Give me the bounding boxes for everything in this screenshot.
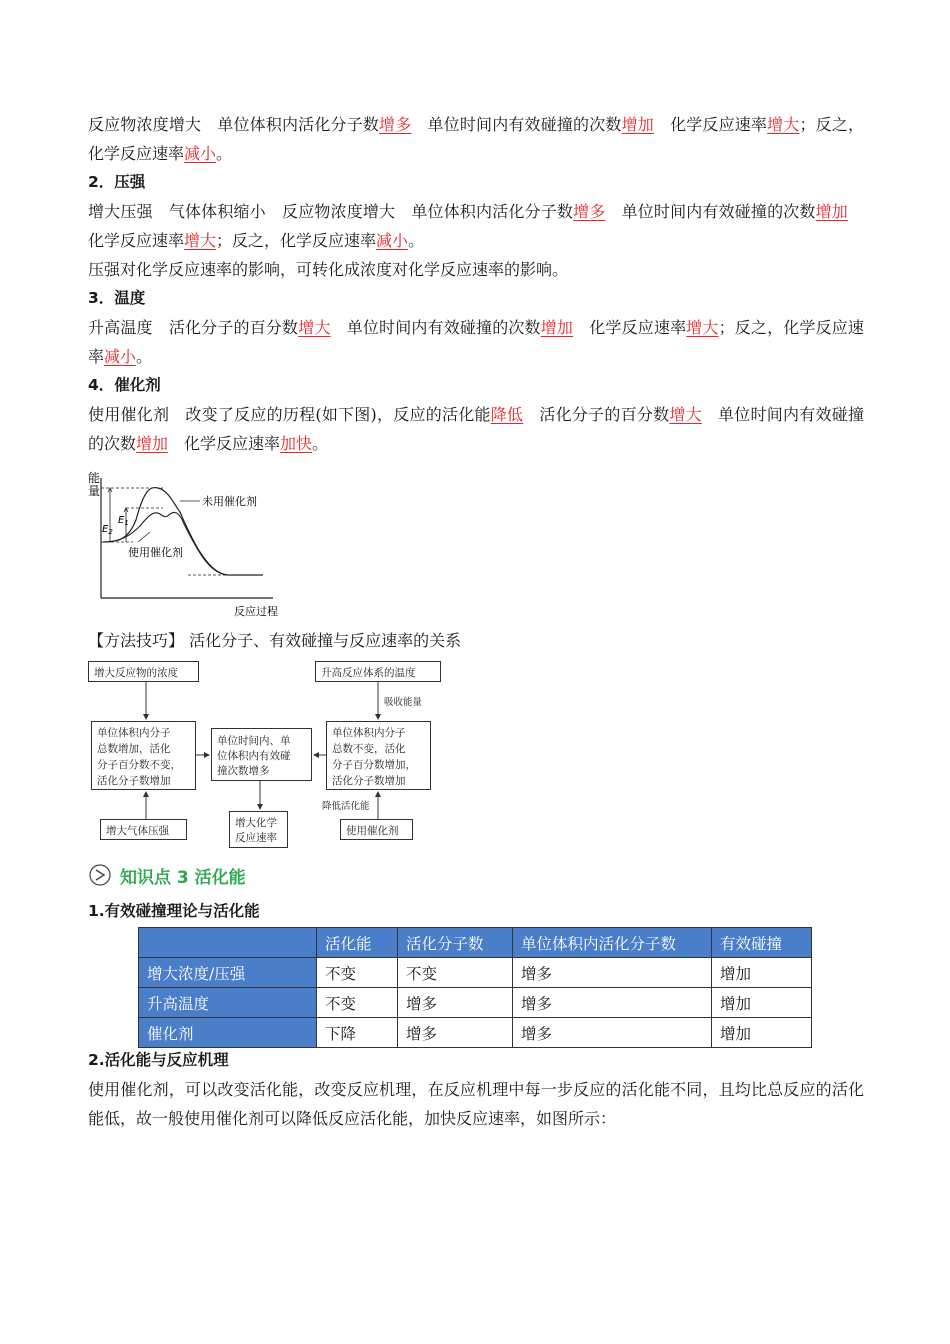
table-cell: 不变 [398, 958, 513, 988]
answer: 增大 [669, 405, 702, 424]
label-uncatalyzed: 未用催化剂 [202, 495, 257, 508]
table-cell: 增加 [712, 958, 812, 988]
paragraph-pressure-note: 压强对化学反应速率的影响，可转化成浓度对化学反应速率的影响。 [88, 260, 569, 279]
method-tip: 【方法技巧】 活化分子、有效碰撞与反应速率的关系 [88, 631, 462, 650]
table-header-row [139, 928, 812, 958]
box-right-line: 分子百分数增加， [332, 759, 416, 771]
table-cell: 增多 [513, 988, 712, 1018]
play-circle-icon [88, 863, 112, 887]
answer: 增大 [767, 115, 800, 134]
box-center-line: 撞次数增多 [217, 765, 270, 777]
table-cell: 增多 [513, 1018, 712, 1048]
box-right-line: 总数不变，活化 [332, 743, 406, 755]
section-mechanism [88, 1046, 864, 1133]
table-cell: 增多 [513, 958, 712, 988]
table-cell: 增加 [712, 1018, 812, 1048]
answer: 降低 [490, 405, 524, 424]
text: 化学反应速率 [88, 202, 864, 250]
content-top [88, 110, 864, 458]
box-center-line: 位体积内有效碰 [217, 750, 291, 762]
answer: 加快 [280, 434, 313, 453]
y-axis-label-2: 量 [88, 484, 101, 498]
box-center-line: 单位时间内、单 [217, 735, 291, 747]
flowchart [88, 658, 448, 850]
table-cell: 不变 [317, 958, 398, 988]
text: 。 [408, 231, 425, 250]
box-increase-pressure-text: 增大气体压强 [106, 825, 169, 837]
answer: 减小 [184, 144, 217, 163]
table-header-cell: 有效碰撞 [712, 928, 812, 958]
text: 化学反应速率 [573, 318, 687, 337]
text: 。 [216, 144, 233, 163]
text: ；反之，化学反应速率 [216, 231, 377, 250]
text: 。 [136, 347, 153, 366]
table-header-cell: 活化能 [317, 928, 398, 958]
paragraph-concentration [88, 110, 864, 168]
heading-pressure: 2．压强 [88, 173, 146, 191]
answer: 增大 [184, 231, 217, 250]
comparison-table [138, 927, 812, 1048]
text: 化学反应速率 [653, 115, 768, 134]
box-left-line: 单位体积内分子 [97, 727, 171, 739]
knowledge-point-header [88, 860, 246, 890]
text: 单位时间内有效碰撞的次数 [605, 202, 816, 221]
table-cell: 下降 [317, 1018, 398, 1048]
answer: 增加 [815, 202, 848, 221]
answer: 增加 [136, 434, 169, 453]
box-increase-rate-line: 增大化学 [235, 817, 277, 829]
paragraph-pressure [88, 197, 864, 255]
table-cell: 增多 [398, 1018, 513, 1048]
text: 化学反应速率 [168, 434, 281, 453]
e1-label: $E_1$ [118, 515, 129, 527]
text: 单位时间内有效碰撞的次数 [330, 318, 541, 337]
heading-catalyst: 4．催化剂 [88, 376, 161, 394]
text: 活化分子的百分数 [523, 405, 670, 424]
table-cell: 增加 [712, 988, 812, 1018]
paragraph-temperature [88, 313, 864, 371]
box-right-line: 活化分子数增加 [332, 775, 406, 787]
answer: 减小 [376, 231, 409, 250]
answer: 增多 [573, 202, 606, 221]
label-lower-activation: 降低活化能 [322, 801, 370, 812]
text: 反应物浓度增大 单位体积内活化分子数 [88, 115, 380, 134]
section-title-mechanism: 2.活化能与反应机理 [88, 1051, 229, 1069]
paragraph-mechanism: 使用催化剂，可以改变活化能，改变反应机理，在反应机理中每一步反应的活化能不同，且均比总反应的活化能低，故一般使用催化剂可以降低反应活化能，加快反应速率，如图所示： [88, 1080, 864, 1128]
table-header-cell [139, 928, 317, 958]
box-increase-concentration-text: 增大反应物的浓度 [94, 667, 178, 679]
text: ；反之，化学反应速率 [88, 115, 864, 163]
heading-temperature: 3．温度 [88, 289, 146, 307]
label-catalyzed: 使用催化剂 [128, 546, 183, 559]
box-left-line: 总数增加，活化 [97, 743, 171, 755]
knowledge-point-title: 知识点 3 活化能 [120, 867, 246, 888]
paragraph-catalyst [88, 400, 864, 458]
text: 使用催化剂 改变了反应的历程(如下图)，反应的活化能 [88, 405, 491, 424]
e2-label: $E_2$ [102, 524, 113, 536]
text: 单位时间内有效碰撞的次数 [88, 405, 864, 453]
box-left-line: 活化分子数增加 [97, 775, 171, 787]
table-header-cell: 单位体积内活化分子数 [513, 928, 712, 958]
y-axis-label-1: 能 [88, 471, 101, 485]
text: 增大压强 气体体积缩小 反应物浓度增大 单位体积内活化分子数 [88, 202, 574, 221]
box-raise-temperature-text: 升高反应体系的温度 [321, 667, 416, 679]
table-row [139, 958, 812, 988]
table-row-label: 催化剂 [139, 1018, 317, 1048]
table-cell: 增多 [398, 988, 513, 1018]
section-title-collision-theory: 1.有效碰撞理论与活化能 [88, 902, 260, 920]
text: 。 [312, 434, 329, 453]
x-axis-label: 反应过程 [234, 605, 278, 618]
table-row-label: 升高温度 [139, 988, 317, 1018]
answer: 增大 [298, 318, 331, 337]
answer: 增大 [686, 318, 719, 337]
table-header-cell: 活化分子数 [398, 928, 513, 958]
text: 单位时间内有效碰撞的次数 [411, 115, 622, 134]
table-cell: 不变 [317, 988, 398, 1018]
text: ；反之，化学反应速率 [88, 318, 864, 366]
answer: 增多 [379, 115, 412, 134]
box-increase-rate-line: 反应速率 [235, 832, 277, 844]
table-row [139, 988, 812, 1018]
label-absorb-energy: 吸收能量 [384, 697, 423, 708]
text: 升高温度 活化分子的百分数 [88, 318, 299, 337]
energy-profile-diagram [88, 470, 288, 620]
answer: 减小 [104, 347, 137, 366]
box-right-line: 单位体积内分子 [332, 727, 406, 739]
answer: 增加 [621, 115, 654, 134]
box-use-catalyst-text: 使用催化剂 [346, 825, 399, 837]
table-row-label: 增大浓度/压强 [139, 958, 317, 988]
box-left-line: 分子百分数不变， [97, 759, 181, 771]
answer: 增加 [540, 318, 574, 337]
table-row [139, 1018, 812, 1048]
